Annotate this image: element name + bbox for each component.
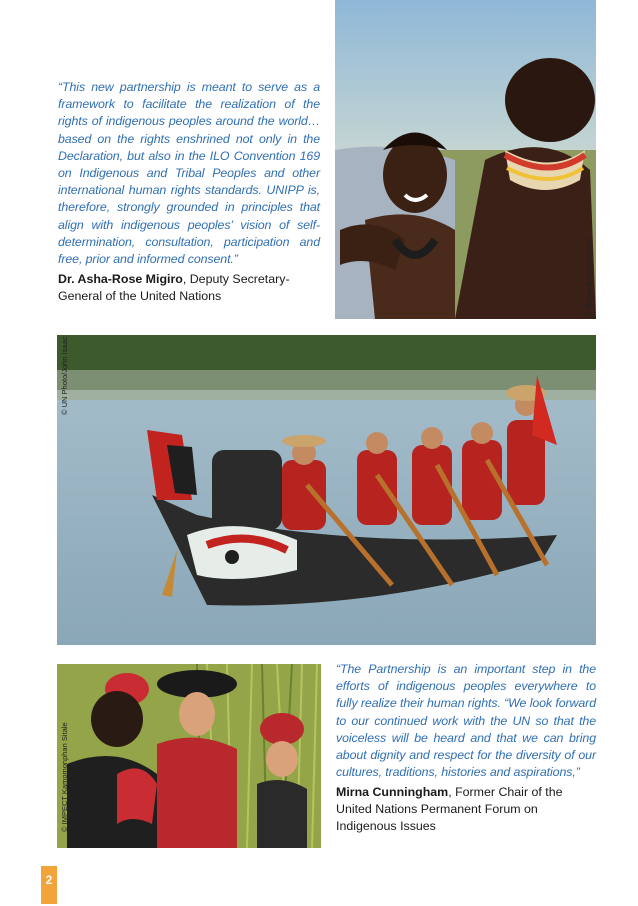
canoe-illustration <box>57 335 596 645</box>
rice-field-illustration <box>57 664 321 848</box>
attribution-migiro <box>58 271 320 305</box>
photo-credit-children: © Survival International <box>584 238 593 316</box>
photo-credit-canoe: © UN Photo/John Isaac <box>60 336 69 415</box>
children-illustration <box>335 0 596 319</box>
quote-migiro: “This new partnership is meant to serve as a framework to facilitate the realization of the rights of indigenous peoples around the world… based on the rights enshrined not only in the Declaration, but also in the ILO Convention 169 on Indigenous and Tribal Peoples and other international human rights standards. UNIPP is, therefore, strongly grounded in principles that align with indigenous peoples’ vision of self-determination, consultation, participation and free, prior and informed consent.” <box>58 80 320 267</box>
speaker-name: Dr. Asha-Rose Migiro <box>58 272 183 286</box>
photo-rice-field <box>57 664 321 848</box>
quote-cunningham: “The Partnership is an important step in the efforts of indigenous peoples everywhere to fully realize their human rights. “We look forward to our continued work with the UN so that the voiceless will be heard and that we can bring about dignity and respect for the diversity of our cultures, traditions, histories and aspirations,” <box>336 662 596 780</box>
photo-credit-rice: © IMPECT Kampmonphan Sitale <box>60 722 69 832</box>
photo-canoe <box>57 335 596 645</box>
attribution-cunningham <box>336 784 596 836</box>
speaker-role: , Deputy Secretary-General of the United Nations <box>58 272 290 304</box>
speaker-name: Mirna Cunningham <box>336 785 449 799</box>
photo-children <box>335 0 596 319</box>
page-number: 2 <box>41 866 57 904</box>
speaker-role: , Former Chair of the United Nations Permanent Forum on Indigenous Issues <box>336 785 563 834</box>
